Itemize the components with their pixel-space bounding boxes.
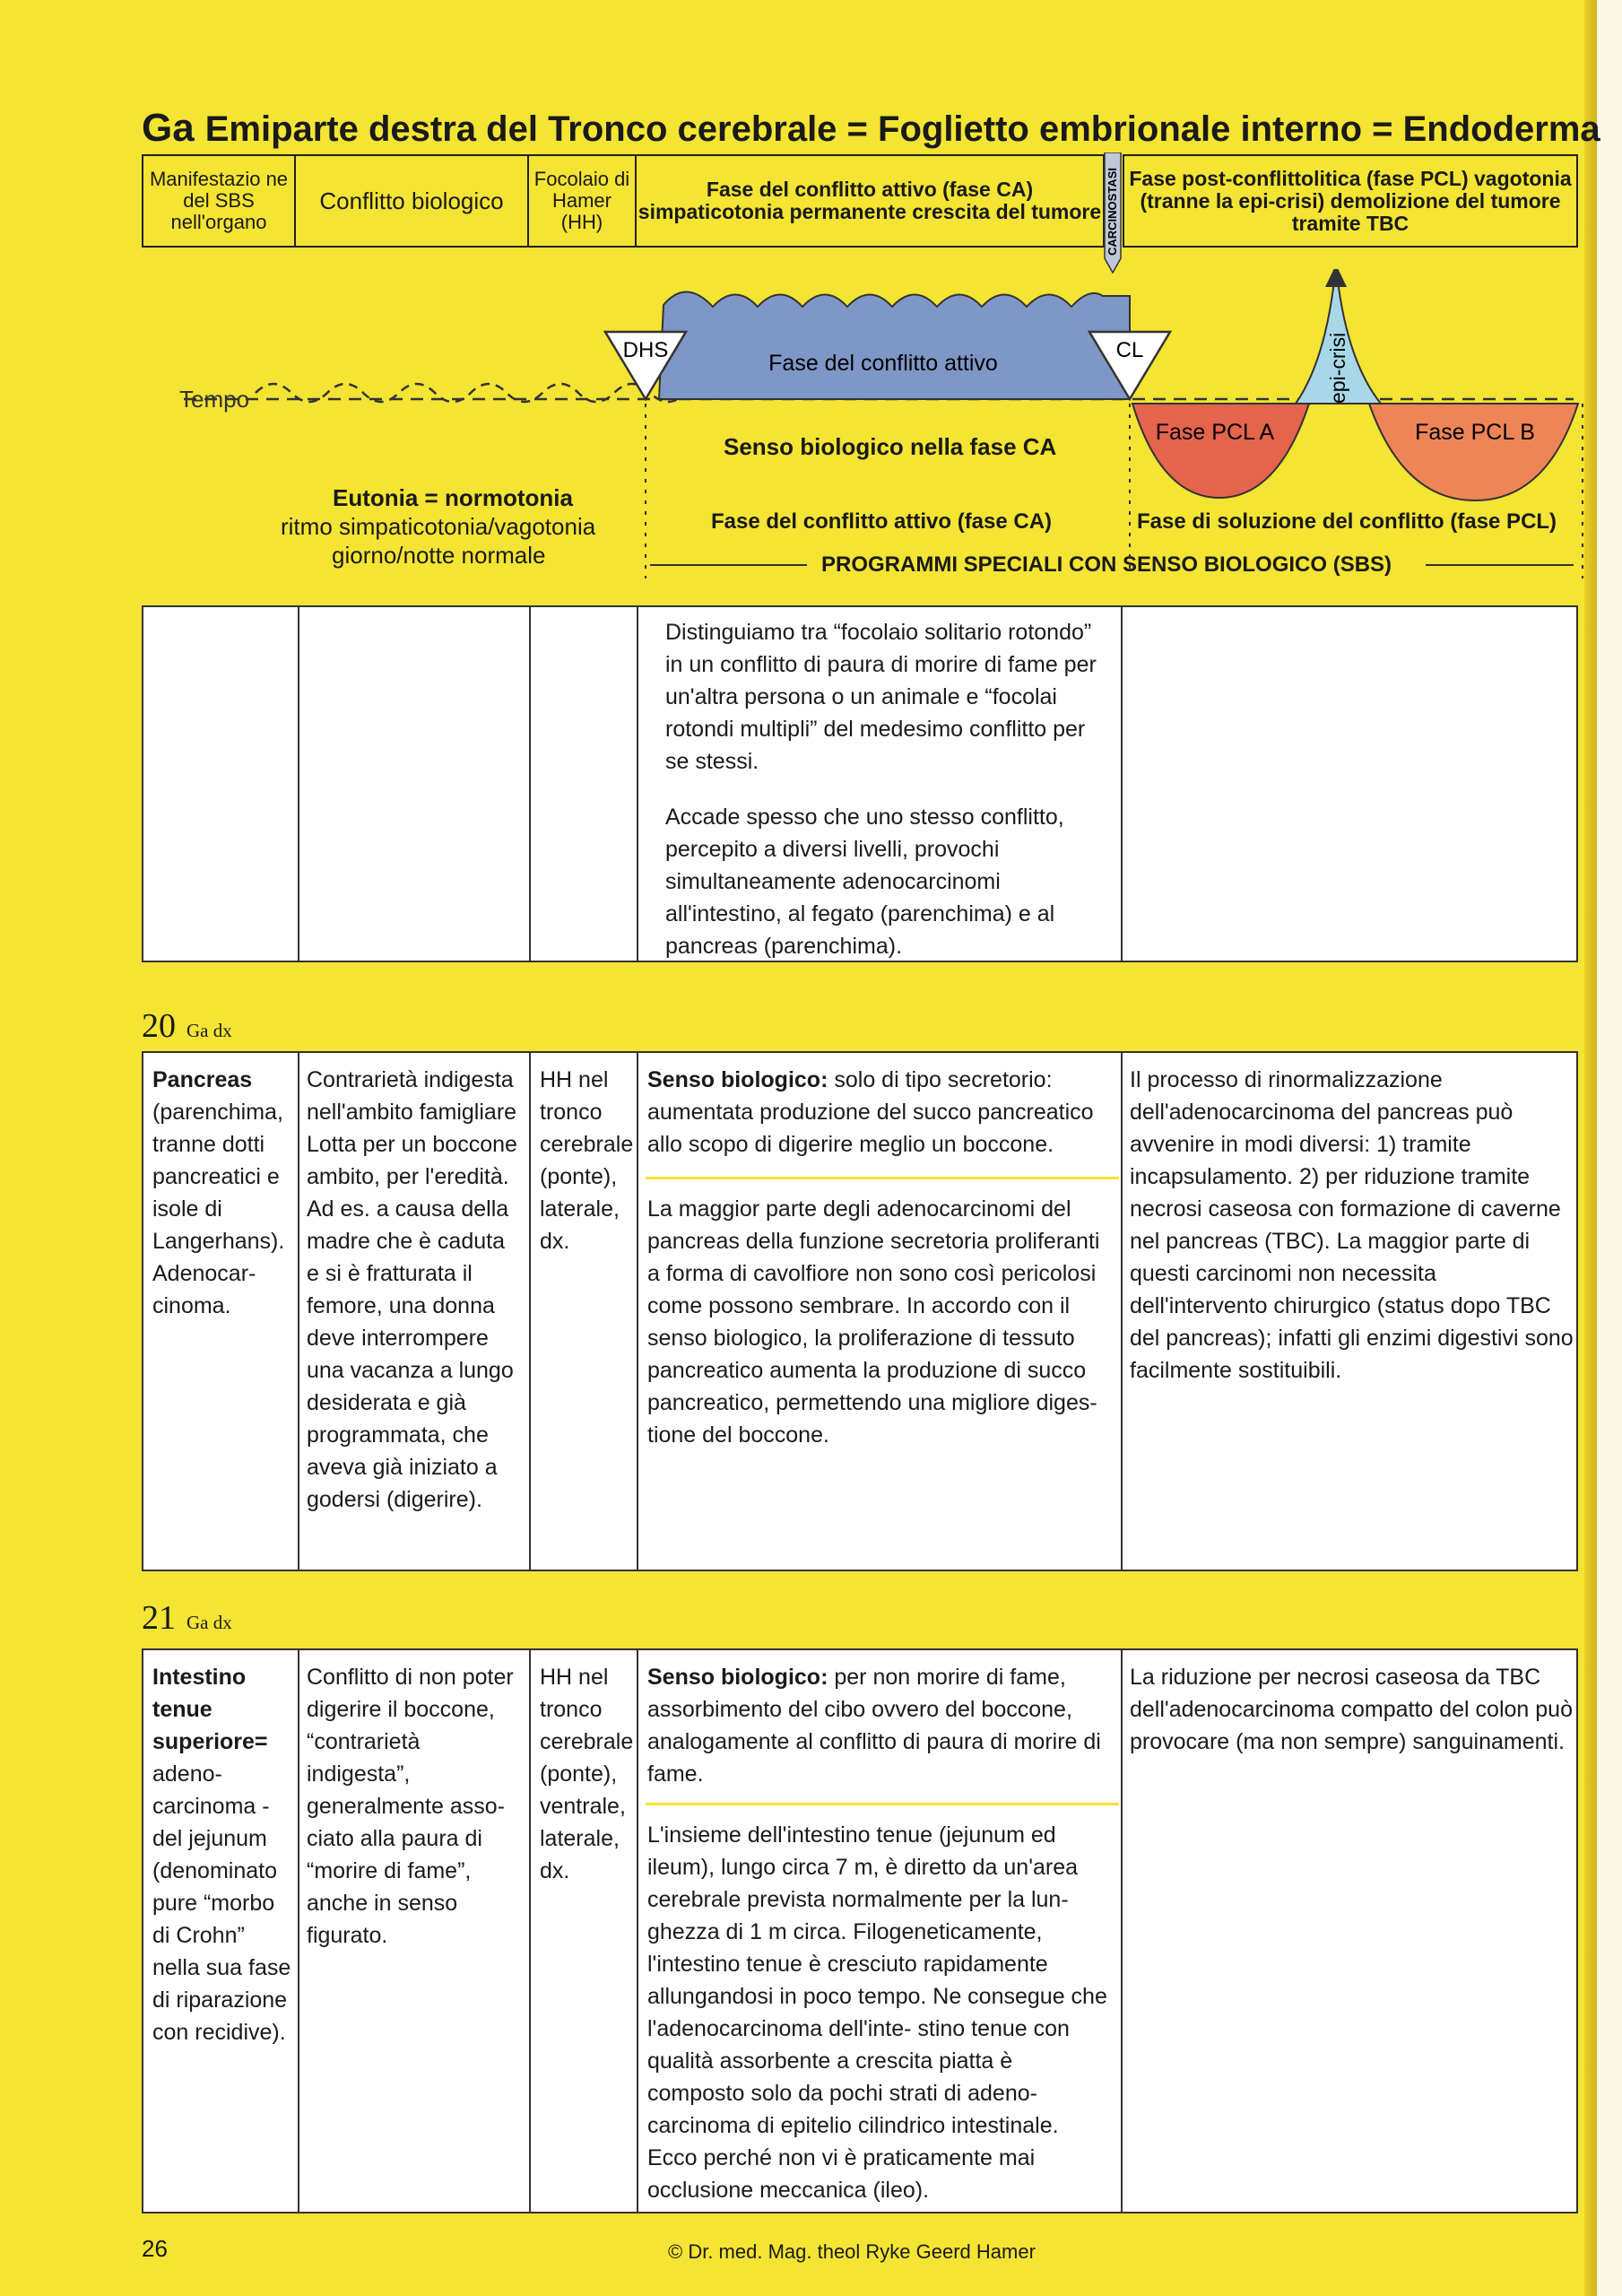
title-text: Emiparte destra del Tronco cerebrale = Foglietto embrionale interno = Endoderma — [204, 109, 1600, 149]
section-21-num: 21 — [142, 1599, 176, 1637]
s21-hamer-focus: HH nel tronco cerebrale (ponte), ventrale, laterale, dx. — [540, 1665, 634, 1883]
section-21-sub: Ga dx — [186, 1612, 232, 1633]
s21-col-divider-1 — [298, 1650, 299, 2213]
header-hamer-focus: Focolaio di Hamer (HH) — [527, 154, 637, 248]
pcl-a-area — [1132, 404, 1309, 498]
s20-ca-intro — [647, 1064, 1114, 1161]
title-tag: Ga — [142, 106, 195, 150]
s20-conflict: Contrarietà indigesta nell'ambito famigliare Lotta per un boccone ambito, per l'eredità. Ad es. a causa della madre che è caduta e si è fratturata il femore, una donna deve interrompere una vacanza a lungo desiderata e già programmata, che aveva già iniziato a godersi (digerire). — [307, 1067, 517, 1512]
section-20-number — [142, 1006, 232, 1046]
s20-pcl-phase: Il processo di rinormalizzazione dell'adenocarcinoma del pancreas può avvenire in modi diversi: 1) tramite incapsulamento. 2) per riduzione tramite necrosi caseosa con formazione di caverne nel pancreas (TBC). La maggior parte di questi carcinomi non necessita dell'intervento chirurgico (status dopo TBC del pancreas); infatti gli enzimi digestivi sono facilmente sostituibili. — [1130, 1067, 1574, 1383]
fase-ca-label: Fase del conflitto attivo (fase CA) — [711, 509, 1053, 534]
header-conflict: Conflitto biologico — [294, 154, 529, 248]
pcl-b-area — [1369, 404, 1578, 500]
epi-crisi-label: epi-crisi — [1326, 332, 1349, 404]
section-21-table — [142, 1648, 1578, 2213]
s20-col-divider-1 — [298, 1053, 299, 1571]
s21-ca-paragraph-2: L'insieme dell'intestino tenue (jejunum ed ileum), lungo circa 7 m, è diretto da un'area cerebrale prevista normalmente per la lun- ghezza di 1 m circa. Filogeneticamente, l'intestino tenue è cresciuto rapidamente allungandosi in poco tempo. Ne consegue che l'adenocarcinoma dell'inte- stino tenue con qualità assorbente a crescita piatta è composto solo da pochi strati di adeno- carcinoma di epitelio cilindrico intestinale. Ecco perché non vi è praticamente mai occlusione meccanica (ileo). — [647, 1822, 1107, 2203]
intro-paragraph-1: Distinguiamo tra “focolaio solitario rotondo” in un conflitto di paura di morire di fame per un'altra persona o un animale e “focolai rotondi multipli” del medesimo conflitto per se stessi. — [665, 620, 1097, 774]
s21-col-divider-4 — [1121, 1650, 1123, 2213]
intro-table — [142, 605, 1578, 962]
s21-organ-name: Intestino tenue superiore= — [152, 1665, 268, 1754]
giorno-label: giorno/notte normale — [332, 542, 546, 569]
s20-ca-bold: Senso biologico: — [647, 1067, 828, 1092]
s20-ca-separator — [646, 1177, 1119, 1179]
intro-paragraph-2: Accade spesso che uno stesso conflitto, percepito a diversi livelli, provochi simultaneamente adenocarcinomi all'intestino, al fegato (parenchima) e al pancreas (parenchima). — [665, 804, 1064, 959]
intro-col-divider-3 — [637, 607, 638, 962]
s21-ca-phase — [647, 1661, 1114, 1790]
s21-ca-separator — [646, 1803, 1119, 1805]
section-20-num: 20 — [142, 1007, 176, 1045]
active-phase-label: Fase del conflitto attivo — [768, 351, 998, 376]
section-20-sub: Ga dx — [186, 1020, 232, 1041]
copyright: © Dr. med. Mag. theol Ryke Geerd Hamer — [668, 2240, 1036, 2263]
pcl-b-label: Fase PCL B — [1415, 420, 1535, 445]
section-21-number — [142, 1598, 232, 1638]
s21-ca-text: per non morire di fame, assorbimento del cibo ovvero del boccone, analogamente al conflitto di paura di morire di fame. — [647, 1665, 1101, 1787]
intro-col-divider-2 — [529, 607, 531, 962]
s21-conflict: Conflitto di non poter digerire il boccone, “contrarietà indigesta”, generalmente asso- ciato alla paura di “morire di fame”, anche in senso figurato. — [307, 1665, 514, 1948]
pcl-a-label: Fase PCL A — [1155, 420, 1275, 445]
s21-ca-intro — [647, 1661, 1114, 1790]
cl-label: CL — [1115, 338, 1144, 362]
intro-ca-text — [665, 616, 1114, 962]
s21-organ — [152, 1661, 291, 2048]
s21-organ-detail: adeno- carcinoma - del jejunum (denominato pure “morbo di Crohn” nella sua fase di riparazione con recidive). — [152, 1761, 291, 2045]
active-phase-area — [659, 291, 1130, 399]
s20-col-divider-4 — [1121, 1053, 1123, 1571]
page-title — [142, 106, 1600, 151]
ritmo-label: ritmo simpaticotonia/vagotonia — [281, 513, 596, 540]
header-manifestation: Manifestazio ne del SBS nell'organo — [142, 154, 296, 248]
s21-ca-bold: Senso biologico: — [647, 1665, 828, 1690]
s20-organ-name: Pancreas — [152, 1067, 253, 1092]
fase-pcl-label: Fase di soluzione del conflitto (fase PCL) — [1137, 509, 1557, 534]
programmi-label: PROGRAMMI SPECIALI CON SENSO BIOLOGICO (SBS) — [821, 552, 1392, 577]
s20-ca-text: solo di tipo secretorio: aumentata produzione del succo pancreatico allo scopo di digerire meglio un boccone. — [647, 1067, 1094, 1157]
intro-col-divider-1 — [298, 607, 299, 962]
carcinostasi-label: CARCINOSTASI — [1106, 168, 1119, 256]
page-number: 26 — [142, 2235, 168, 2262]
s20-hamer-focus: HH nel tronco cerebrale (ponte), laterale, dx. — [540, 1067, 634, 1254]
s20-organ-detail: (parenchima, tranne dotti pancreatici e isole di Langerhans). Adenocar- cinoma. — [152, 1100, 285, 1318]
s20-col-divider-3 — [637, 1053, 638, 1571]
s21-pcl-phase: La riduzione per necrosi caseosa da TBC dell'adenocarcinoma compatto del colon può provocare (ma non sempre) sanguinamenti. — [1130, 1665, 1573, 1754]
header-pcl-phase: Fase post-conflittolitica (fase PCL) vagotonia (tranne la epi-crisi) demolizione del tumore tramite TBC — [1123, 154, 1578, 248]
intro-col-divider-4 — [1121, 607, 1123, 962]
s20-ca-phase — [647, 1064, 1114, 1161]
s21-col-divider-2 — [529, 1650, 531, 2213]
s20-col-divider-2 — [529, 1053, 531, 1571]
carcinostasi-arrow — [1103, 152, 1123, 274]
senso-ca-label: Senso biologico nella fase CA — [724, 433, 1057, 460]
page-edge — [1597, 0, 1622, 2296]
s20-organ — [152, 1064, 287, 1322]
s21-col-divider-3 — [637, 1650, 638, 2213]
section-20-table — [142, 1051, 1578, 1571]
dhs-label: DHS — [622, 338, 669, 362]
epi-crisis-arrowhead — [1325, 269, 1347, 287]
s20-ca-paragraph-2: La maggior parte degli adenocarcinomi del pancreas della funzione secretoria proliferanti a forma di cavolfiore non sono così pericolosi come possono sembrare. In accordo con il senso biologico, la proliferazione di tessuto pancreatico aumenta la produzione di succo pancreatico, permettendo una migliore diges- tione del boccone. — [647, 1196, 1100, 1448]
eutonia-label: Eutonia = normotonia — [333, 484, 573, 511]
header-ca-phase: Fase del conflitto attivo (fase CA) simpaticotonia permanente crescita del tumore — [635, 154, 1105, 248]
tempo-label: Tempo — [179, 386, 250, 413]
